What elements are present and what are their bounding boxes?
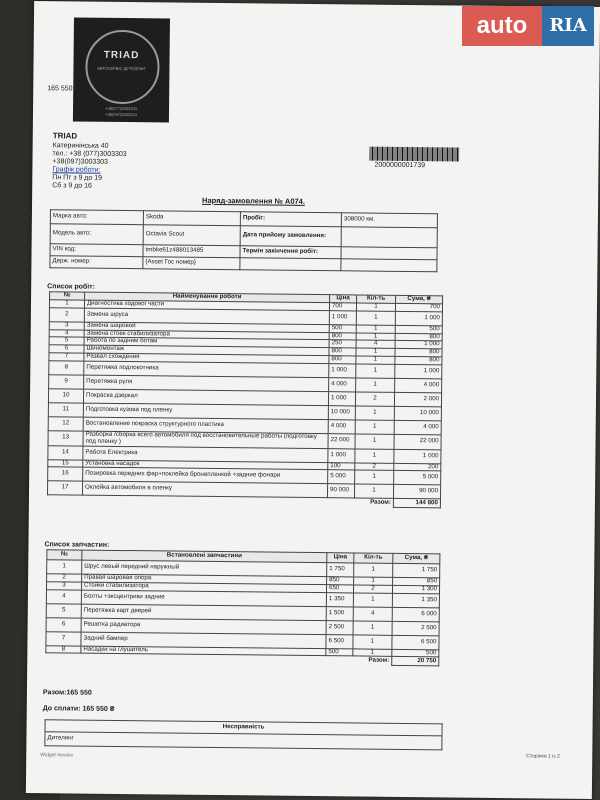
watermark-ria: RIA xyxy=(542,6,594,46)
finish-label: Термін закінчення робіт: xyxy=(240,246,341,259)
barcode-number: 2000000001739 xyxy=(374,161,426,170)
car-info-table xyxy=(49,209,438,272)
parts-section-title: Список запчастин: xyxy=(44,541,110,549)
works-table: № Найменування роботи Ціна Кіл-ть Сума, ₴ 1 Диагностика ходової части 700 1 700 2 Замена шруса 1 000 1 1 000 3 Замена шаровой 500 1 500 4 Замена стоек стабилизатора 800 1 800 5 Работа по задним ботам 250 4 1 000 6 Шиномонтаж 800 1 800 7 Развал схождения 800 1 800 8 Перетяжка подлокотника 1 000 1 1 000 9 Перетяжка руля 4 000 1 4 000 10 Покраска дзеркал 1 000 2 2 000 11 Подготовка кузова под пленку 10 000 1 10 000 12 Востановление покраска структурного пластика 4 000 1 4 000 13 Разборка /сборка всего автомобиля под восстановительные работы (подготовку под пленку ) 22 000 1 22 000 14 Работа Електрика 1 000 1 1 000 15 Установка насадок 100 2 200 16 Позировка передних фар+поклейка бронепленкой +задние фонари 5 000 1 5 000 17 Оклейка автомобиля в пленку 90 000 1 90 000 Разом: 144 800 xyxy=(47,291,443,508)
order-date-label: Дата прийому замовлення: xyxy=(240,226,341,247)
works-section-title: Список робіт: xyxy=(47,283,96,291)
table-row: 8 Насадки на глушитель 500 1 500 xyxy=(46,645,439,657)
schedule-saturday: Сб з 9 до 16 xyxy=(52,182,92,190)
corner-amount: 165 550 xyxy=(47,85,73,93)
table-row: 6 Решетка радиатора 2 500 1 2 500 xyxy=(46,617,439,635)
table-row: 11 Подготовка кузова под пленку 10 000 1 10 000 xyxy=(48,403,441,421)
mileage-value: 308000 км. xyxy=(341,213,437,228)
table-row: 17 Оклейка автомобиля в пленку 90 000 1 90 000 xyxy=(47,481,440,499)
schedule-weekdays: Пн Пт з 9 до 19 xyxy=(52,174,103,182)
plate-label: Держ. номер: xyxy=(50,256,143,269)
footer-page-number: Сторінка 1 із 2 xyxy=(526,753,560,760)
order-date-value xyxy=(341,227,437,248)
company-phone-2: +38(097)3003303 xyxy=(52,158,108,166)
barcode xyxy=(370,147,460,162)
vin-value: tmbke61z488013485 xyxy=(143,245,240,258)
autoria-watermark xyxy=(462,0,600,52)
table-row: 5 Работа по задним ботам 250 4 1 000 xyxy=(49,337,442,349)
table-row: 1 Диагностика ходової части 700 1 700 xyxy=(49,300,442,312)
table-row: 8 Перетяжка подлокотника 1 000 1 1 000 xyxy=(49,361,442,379)
footer-left: Widget Invoice xyxy=(40,752,74,759)
table-row: 14 Работа Електрика 1 000 1 1 000 xyxy=(48,445,441,463)
table-row: 2 Замена шруса 1 000 1 1 000 xyxy=(49,308,442,326)
table-row: 3 Замена шаровой 500 1 500 xyxy=(49,322,442,334)
company-logo: TRIAD АВТОСЕРВІС ДЕТЕЙЛІНГ +38(077)3003303 +38(097)3003303 xyxy=(73,17,170,122)
company-name: TRIAD xyxy=(52,131,78,141)
table-row: 7 Задний бампер 6 500 1 6 500 xyxy=(46,631,439,649)
works-total-row: Разом: 144 800 xyxy=(47,495,440,508)
table-row: 15 Установка насадок 100 2 200 xyxy=(48,459,441,471)
plate-value: {Asset Гос номер} xyxy=(143,257,240,270)
brand-value: Skoda xyxy=(143,211,240,226)
table-row: 7 Развал схождения 800 1 800 xyxy=(49,353,442,365)
table-row: 12 Востановление покраска структурного пластика 4 000 1 4 000 xyxy=(48,417,441,435)
defects-row: Дителинг xyxy=(45,732,442,750)
company-address: Катеринінська 40 xyxy=(52,142,109,150)
schedule-link[interactable]: Графік роботи: xyxy=(52,166,101,174)
defects-title: Несправність xyxy=(45,720,442,736)
table-row: 2 Правая шаровая опора 850 1 850 xyxy=(47,574,440,586)
company-phone: тел.: +38 (077)3003303 xyxy=(52,150,127,159)
table-row: 10 Покраска дзеркал 1 000 2 2 000 xyxy=(48,389,441,407)
watermark-auto: auto xyxy=(462,6,542,46)
finish-value xyxy=(341,247,437,260)
table-row: 9 Перетяжка руля 4 000 1 4 000 xyxy=(49,375,442,393)
parts-total-row: Разом: 20 750 xyxy=(46,653,439,666)
vin-label: VIN код: xyxy=(50,244,143,257)
table-row: 4 Замена стоек стабилизатора 800 1 800 xyxy=(49,329,442,341)
table-row: 13 Разборка /сборка всего автомобиля под восстановительные работы (подготовку под пленку ) 22 000 1 22 000 xyxy=(48,431,441,450)
table-row: 6 Шиномонтаж 800 1 800 xyxy=(49,345,442,357)
document-title: Наряд-замовлення № A074. xyxy=(202,195,306,206)
summary-to-pay: До сплати: 165 550 ₴ xyxy=(42,705,115,713)
model-label: Модель авто: xyxy=(50,224,143,245)
table-row: 16 Позировка передних фар+поклейка бронепленкой +задние фонари 5 000 1 5 000 xyxy=(48,467,441,485)
parts-table: № Встановлені запчастини Ціна Кіл-ть Сума, ₴ 1 Шрус левый передний наружный 1 750 1 1 750 2 Правая шаровая опора 850 1 850 3 Стойки стабилизатора 650 2 1 300 4 Болты +эксцентрики задние 1 350 1 1 350 5 Перетяжка карт дверей 1 500 4 6 000 6 Решетка радиатора 2 500 1 2 500 7 Задний бампер 6 500 1 6 500 8 Насадки на глушитель 500 1 500 Разом: 20 750 xyxy=(45,549,440,667)
brand-label: Марка авто: xyxy=(50,210,143,225)
table-row: 1 Шрус левый передний наружный 1 750 1 1 750 xyxy=(47,560,440,578)
table-row: 4 Болты +эксцентрики задние 1 350 1 1 350 xyxy=(46,589,439,607)
table-row: 3 Стойки стабилизатора 650 2 1 300 xyxy=(47,582,440,594)
table-row: 5 Перетяжка карт дверей 1 500 4 6 000 xyxy=(46,603,439,621)
invoice-paper xyxy=(26,1,600,799)
model-value: Octavia Scout xyxy=(143,225,240,246)
mileage-label: Пробіг: xyxy=(240,212,341,227)
summary-total: Разом:165 550 xyxy=(42,689,92,697)
defects-table xyxy=(44,719,442,750)
